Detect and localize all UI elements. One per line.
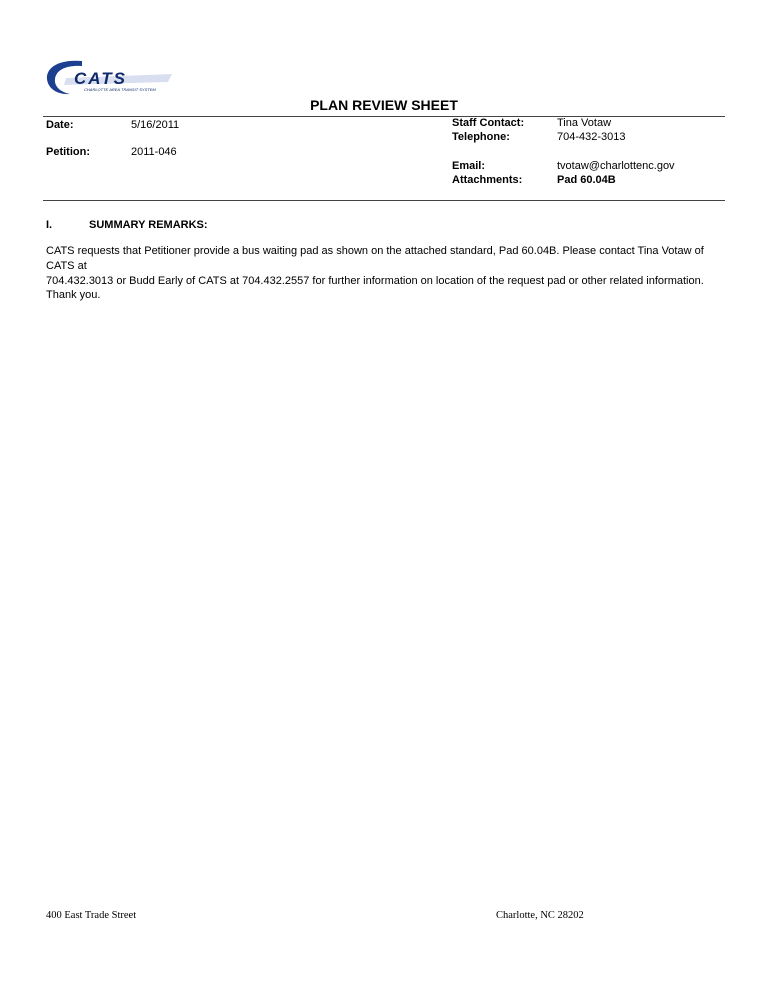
- closing-text: Thank you.: [46, 289, 101, 301]
- section-heading: SUMMARY REMARKS:: [89, 219, 208, 231]
- petition-value: 2011-046: [131, 146, 177, 158]
- summary-line-2: 704.432.3013 or Budd Early of CATS at 704.432.2557 for further information on location of the request pad or other related information.: [46, 275, 704, 287]
- staff-contact-label: Staff Contact:: [452, 117, 525, 129]
- cats-logo: [44, 58, 176, 100]
- top-divider: [43, 116, 725, 117]
- section-number: I.: [46, 219, 53, 231]
- attachments-value: Pad 60.04B: [557, 174, 616, 186]
- document-title: PLAN REVIEW SHEET: [310, 97, 458, 113]
- date-label: Date:: [46, 119, 74, 131]
- attachments-label: Attachments:: [452, 174, 523, 186]
- telephone-value: 704-432-3013: [557, 131, 626, 143]
- section-divider: [43, 200, 725, 201]
- logo-wordmark: CATS: [74, 69, 128, 88]
- footer-address: 400 East Trade Street: [46, 910, 137, 921]
- petition-label: Petition:: [46, 146, 90, 158]
- summary-paragraph: [46, 244, 726, 289]
- summary-line-1: CATS requests that Petitioner provide a bus waiting pad as shown on the attached standard, Pad 60.04B. Please contact Tina Votaw of CATS at: [46, 245, 704, 272]
- logo-subtext: CHARLOTTE AREA TRANSIT SYSTEM: [84, 87, 156, 92]
- footer-city: Charlotte, NC 28202: [496, 910, 584, 921]
- email-label: Email:: [452, 160, 486, 172]
- telephone-label: Telephone:: [452, 131, 510, 143]
- date-value: 5/16/2011: [131, 119, 180, 131]
- email-value: tvotaw@charlottenc.gov: [557, 160, 675, 172]
- staff-contact-value: Tina Votaw: [557, 117, 612, 129]
